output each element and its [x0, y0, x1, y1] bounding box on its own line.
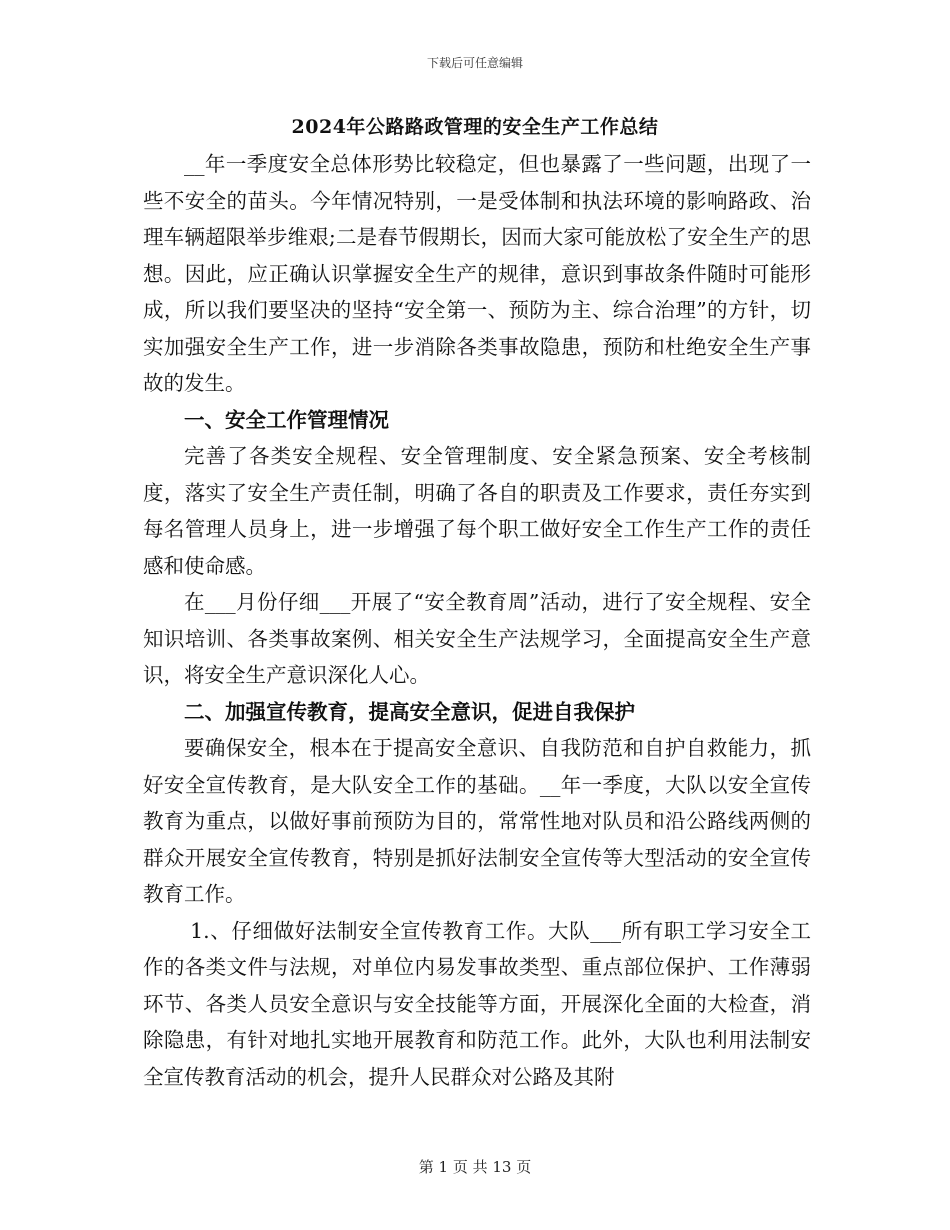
document-body	[143, 146, 811, 1095]
paragraph-section-1-b: 在___月份仔细___开展了“安全教育周”活动，进行了安全规程、安全知识培训、各类事故案例、相关安全生产法规学习，全面提高安全生产意识，将安全生产意识深化人心。	[143, 590, 811, 687]
header-note: 下载后可任意编辑	[426, 56, 523, 70]
section-heading-2: 二、加强宣传教育，提高安全意识，促进自我保护	[184, 699, 635, 724]
paragraph-section-2-a: 要确保安全，根本在于提高安全意识、自我防范和自护自救能力，抓好安全宣传教育，是大队安全工作的基础。__年一季度，大队以安全宣传教育为重点，以做好事前预防为目的，常常性地对队员和沿公路线两侧的群众开展安全宣传教育，特别是抓好法制安全宣传等大型活动的安全宣传教育工作。	[143, 736, 811, 906]
paragraph-section-1-a: 完善了各类安全规程、安全管理制度、安全紧急预案、安全考核制度，落实了安全生产责任制，明确了各自的职责及工作要求，责任夯实到每名管理人员身上，进一步增强了每个职工做好安全工作生产工作的责任感和使命感。	[143, 444, 811, 578]
paragraph-section-2-item-1: 1.、仔细做好法制安全宣传教育工作。大队___所有职工学习安全工作的各类文件与法规，对单位内易发事故类型、重点部位保护、工作薄弱环节、各类人员安全意识与安全技能等方面，开展深化全面的大检查，消除隐患，有针对地扎实地开展教育和防范工作。此外，大队也利用法制安全宣传教育活动的机会，提升人民群众对公路及其附	[143, 918, 811, 1089]
page-number: 第 1 页 共 13 页	[418, 1158, 532, 1176]
document-title: 2024年公路路政管理的安全生产工作总结	[291, 116, 659, 138]
section-heading-1: 一、安全工作管理情况	[184, 407, 389, 432]
paragraph-intro: __年一季度安全总体形势比较稳定，但也暴露了一些问题，出现了一些不安全的苗头。今年情况特别，一是受体制和执法环境的影响路政、治理车辆超限举步维艰;二是春节假期长，因而大家可能放松了安全生产的思想。因此，应正确认识掌握安全生产的规律，意识到事故条件随时可能形成，所以我们要坚决的坚持“安全第一、预防为主、综合治理”的方针，切实加强安全生产工作，进一步消除各类事故隐患，预防和杜绝安全生产事故的发生。	[143, 152, 811, 395]
